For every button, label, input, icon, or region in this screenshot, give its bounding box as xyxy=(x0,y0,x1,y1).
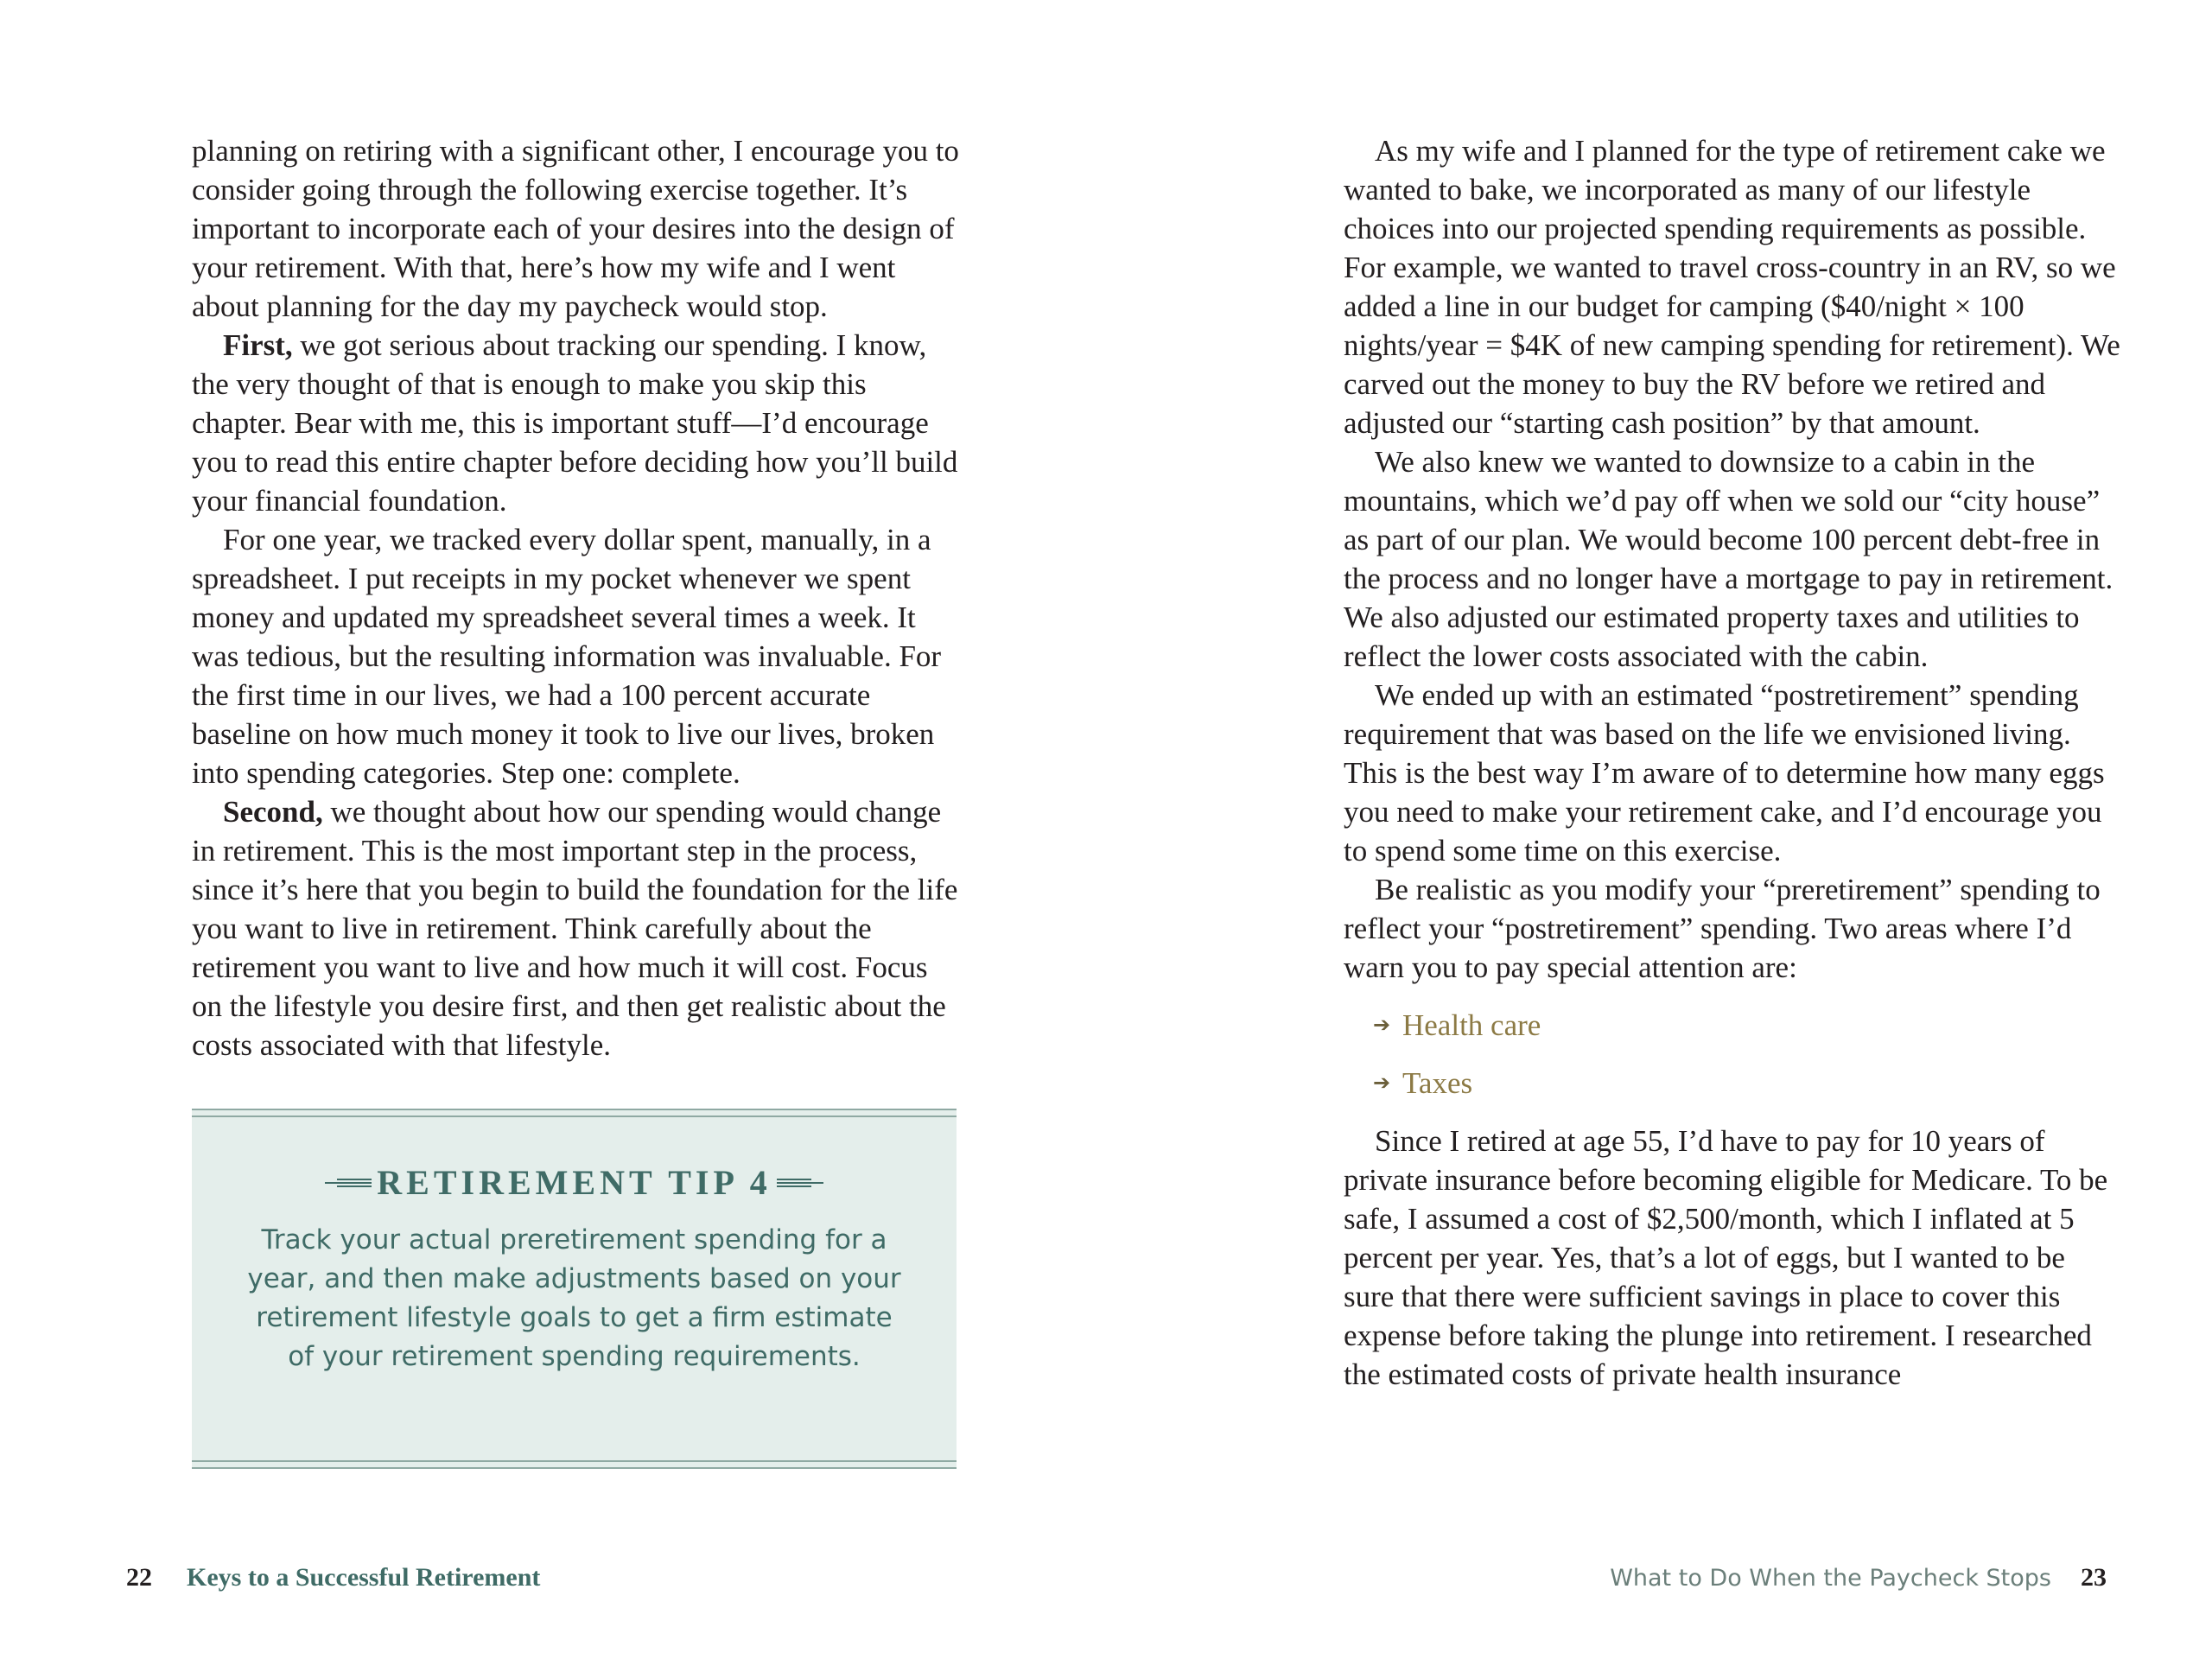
paragraph: planning on retiring with a significant other, I encourage you to consider going through the following exercise together. It’s important to incorporate each of your desires into the design of your retirement. With that, here’s how my wife and I went about planning for the day my paycheck would stop. xyxy=(192,134,959,323)
left-body-text xyxy=(192,131,965,1065)
tip-body: Track your actual preretirement spending for a year, and then make adjustments based on your retirement lifestyle goals to get a firm estimate of your retirement spending requirements. xyxy=(247,1224,901,1372)
list-item-label: Health care xyxy=(1402,1008,1541,1042)
paragraph: We also knew we wanted to downsize to a cabin in the mountains, which we’d pay off when we sold our “city house” as part of our plan. We would become 100 percent debt-free in the process and no longer have a mortgage to pay in retirement. We also adjusted our estimated property taxes and utilities to reflect the lower costs associated with the cabin. xyxy=(1344,445,2113,673)
paragraph: As my wife and I planned for the type of retirement cake we wanted to bake, we incorporated as many of our lifestyle choices into our projected spending requirements as possible. For example, we wanted to travel cross-country in an RV, so we added a line in our budget for camping ($40/night × 100 nights/year = $4K of new camping spending for retirement). We carved out the money to buy the RV before we retired and adjusted our “starting cash position” by that amount. xyxy=(1344,134,2120,440)
list-item xyxy=(1373,1006,2121,1045)
arrow-right-icon: ➔ xyxy=(1373,1071,1391,1095)
right-body-text xyxy=(1344,131,2121,1394)
running-title: What to Do When the Paycheck Stops xyxy=(1610,1565,2051,1592)
paragraph: We ended up with an estimated “postretirement” spending requirement that was based on the life we envisioned living. This is the best way I’m aware of to determine how many eggs you need to make your retirement cake, and I’d encourage you to spend some time on this exercise. xyxy=(1344,678,2105,868)
page-number: 23 xyxy=(2081,1563,2107,1592)
right-footer xyxy=(1610,1562,2107,1594)
running-title: Keys to a Successful Retirement xyxy=(187,1563,541,1592)
paragraph: First, we got serious about tracking our spending. I know, the very thought of that is enough to make you skip this chapter. Bear with me, this is important stuff—I’d encourage you to read this entire chapter before deciding how you’ll build your financial foundation. xyxy=(192,328,958,518)
paragraph: Be realistic as you modify your “preretirement” spending to reflect your “postretirement” spending. Two areas where I’d warn you to pay special attention are: xyxy=(1344,873,2101,984)
paragraph: Since I retired at age 55, I’d have to pay for 10 years of private insurance before becoming eligible for Medicare. To be safe, I assumed a cost of $2,500/month, which I inflated at 5 percent per year. Yes, that’s a lot of eggs, but I wanted to be sure that there were sufficient savings in place to cover this expense before taking the plunge into retirement. I researched the estimated costs of private health insurance xyxy=(1344,1124,2108,1391)
list-item xyxy=(1373,1064,2121,1103)
arrow-right-icon: ➔ xyxy=(1373,1013,1391,1037)
left-ornament-icon xyxy=(321,1177,372,1189)
list-item-label: Taxes xyxy=(1402,1066,1473,1100)
retirement-tip-box xyxy=(192,1109,957,1469)
paragraph: Second, we thought about how our spending would change in retirement. This is the most important step in the process, since it’s here that you begin to build the foundation for the life you want to live in retirement. Think carefully about the retirement you want to live and how much it will cost. Focus on the lifestyle you desire first, and then get realistic about the costs associated with that lifestyle. xyxy=(192,795,958,1062)
paragraph: For one year, we tracked every dollar spent, manually, in a spreadsheet. I put receipts in my pocket whenever we spent money and updated my spreadsheet several times a week. It was tedious, but the resulting information was invaluable. For the first time in our lives, we had a 100 percent accurate baseline on how much money it took to live our lives, broken into spending categories. Step one: complete. xyxy=(192,523,942,790)
right-ornament-icon xyxy=(777,1177,827,1189)
tip-heading-text: RETIREMENT TIP 4 xyxy=(377,1163,772,1202)
page-number: 22 xyxy=(126,1563,152,1592)
left-footer xyxy=(126,1562,540,1593)
tip-heading xyxy=(192,1162,957,1203)
paragraph-lead: Second, xyxy=(223,795,323,829)
bullet-list xyxy=(1344,1006,2121,1103)
paragraph-lead: First, xyxy=(223,328,293,362)
right-page xyxy=(1106,0,2212,1659)
